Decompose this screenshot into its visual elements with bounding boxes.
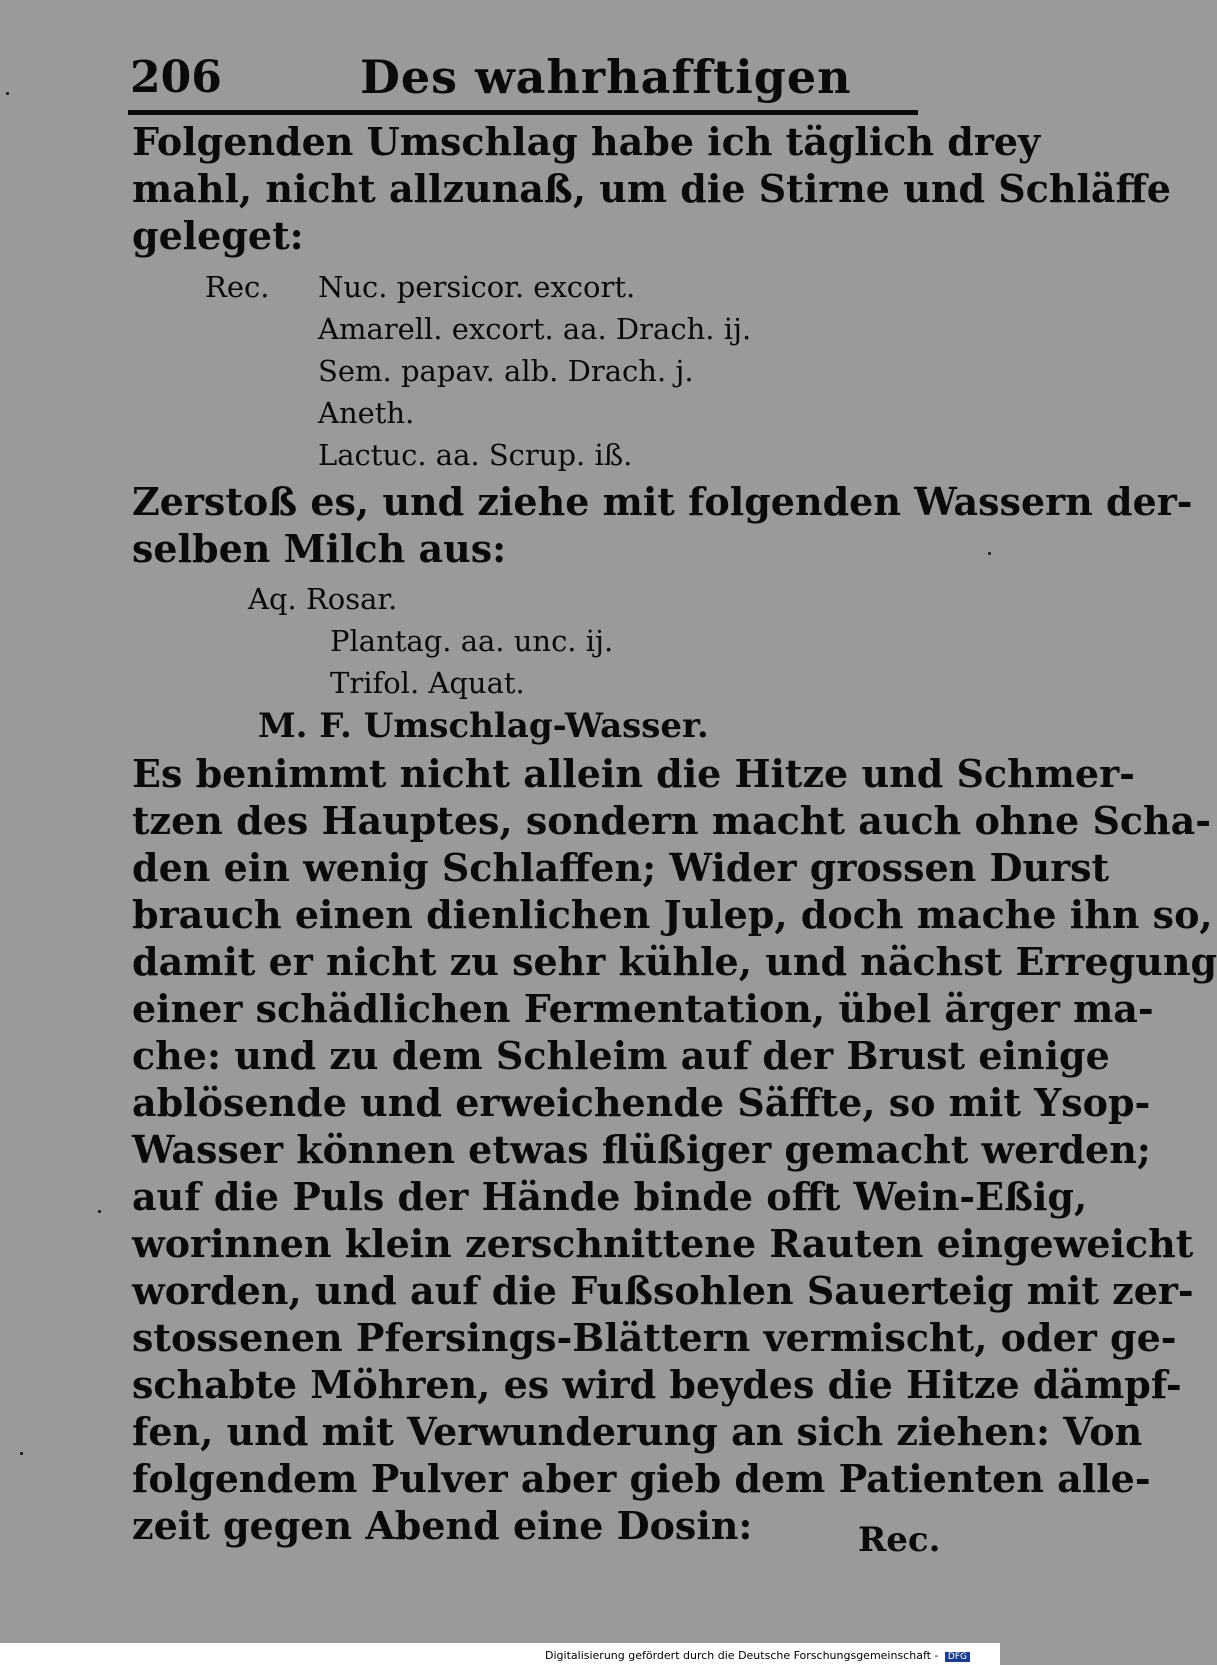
text-line: selben Milch aus: [132, 526, 507, 571]
recipe-item: Amarell. excort. aa. Drach. ij. [318, 312, 752, 346]
text-line: Folgenden Umschlag habe ich täglich drey [132, 119, 1041, 164]
digitization-footer [0, 1643, 1000, 1665]
paragraph-1 [132, 118, 1171, 259]
scan-speck [988, 552, 991, 555]
footer-credit: Digitalisierung gefördert durch die Deutsche Forschungsgemeinschaft - [545, 1649, 939, 1662]
text-line: brauch einen dienlichen Julep, doch mache ihn so, [132, 892, 1213, 937]
scan-speck [98, 1210, 101, 1213]
text-line: worinnen klein zerschnittene Rauten eingeweicht [132, 1221, 1194, 1266]
recipe-item: Plantag. aa. unc. ij. [330, 624, 614, 658]
text-line: folgendem Pulver aber gieb dem Patienten alle- [132, 1456, 1151, 1501]
text-line: zeit gegen Abend eine Dosin: [132, 1503, 753, 1548]
dfg-logo: DFG [945, 1652, 970, 1662]
recipe-item: Nuc. persicor. excort. [318, 270, 636, 304]
text-line: einer schädlichen Fermentation, übel ärger ma- [132, 986, 1154, 1031]
text-line: schabte Möhren, es wird beydes die Hitze dämpf- [132, 1362, 1182, 1407]
recipe-item: Sem. papav. alb. Drach. j. [318, 354, 694, 388]
catchword: Rec. [858, 1520, 941, 1560]
recipe-closing: M. F. Umschlag-Wasser. [258, 706, 709, 746]
text-line: tzen des Hauptes, sondern macht auch ohne Scha- [132, 798, 1212, 843]
text-line: auf die Puls der Hände binde offt Wein-Eßig, [132, 1174, 1088, 1219]
text-line: stossenen Pfersings-Blättern vermischt, oder ge- [132, 1315, 1177, 1360]
text-line: Es benimmt nicht allein die Hitze und Schmer- [132, 751, 1135, 796]
scan-speck [20, 1452, 23, 1455]
header-rule [128, 110, 918, 115]
text-line: Wasser können etwas flüßiger gemacht werden; [132, 1127, 1151, 1172]
recipe-item: Trifol. Aquat. [330, 666, 525, 700]
recipe-item: Aneth. [318, 396, 415, 430]
footer-text-wrap [545, 1649, 970, 1662]
paragraph-3 [132, 750, 1217, 1549]
scan-speck [6, 92, 9, 95]
text-line: den ein wenig Schlaffen; Wider grossen Durst [132, 845, 1110, 890]
page-header [130, 50, 920, 110]
recipe-item: Aq. Rosar. [248, 582, 398, 616]
running-head: Des wahrhafftigen [360, 50, 852, 104]
text-line: ablösende und erweichende Säffte, so mit Ysop- [132, 1080, 1151, 1125]
recipe-label: Rec. [205, 270, 270, 304]
text-line: che: und zu dem Schleim auf der Brust einige [132, 1033, 1110, 1078]
text-line: geleget: [132, 213, 304, 258]
paragraph-2 [132, 478, 1193, 572]
recipe-item: Lactuc. aa. Scrup. iß. [318, 438, 633, 472]
text-line: fen, und mit Verwunderung an sich ziehen: Von [132, 1409, 1143, 1454]
text-line: Zerstoß es, und ziehe mit folgenden Wassern der- [132, 479, 1193, 524]
text-line: damit er nicht zu sehr kühle, und nächst Erregung [132, 939, 1217, 984]
text-line: worden, und auf die Fußsohlen Sauerteig mit zer- [132, 1268, 1194, 1313]
text-line: mahl, nicht allzunaß, um die Stirne und Schläffe [132, 166, 1171, 211]
page-number: 206 [130, 52, 222, 103]
